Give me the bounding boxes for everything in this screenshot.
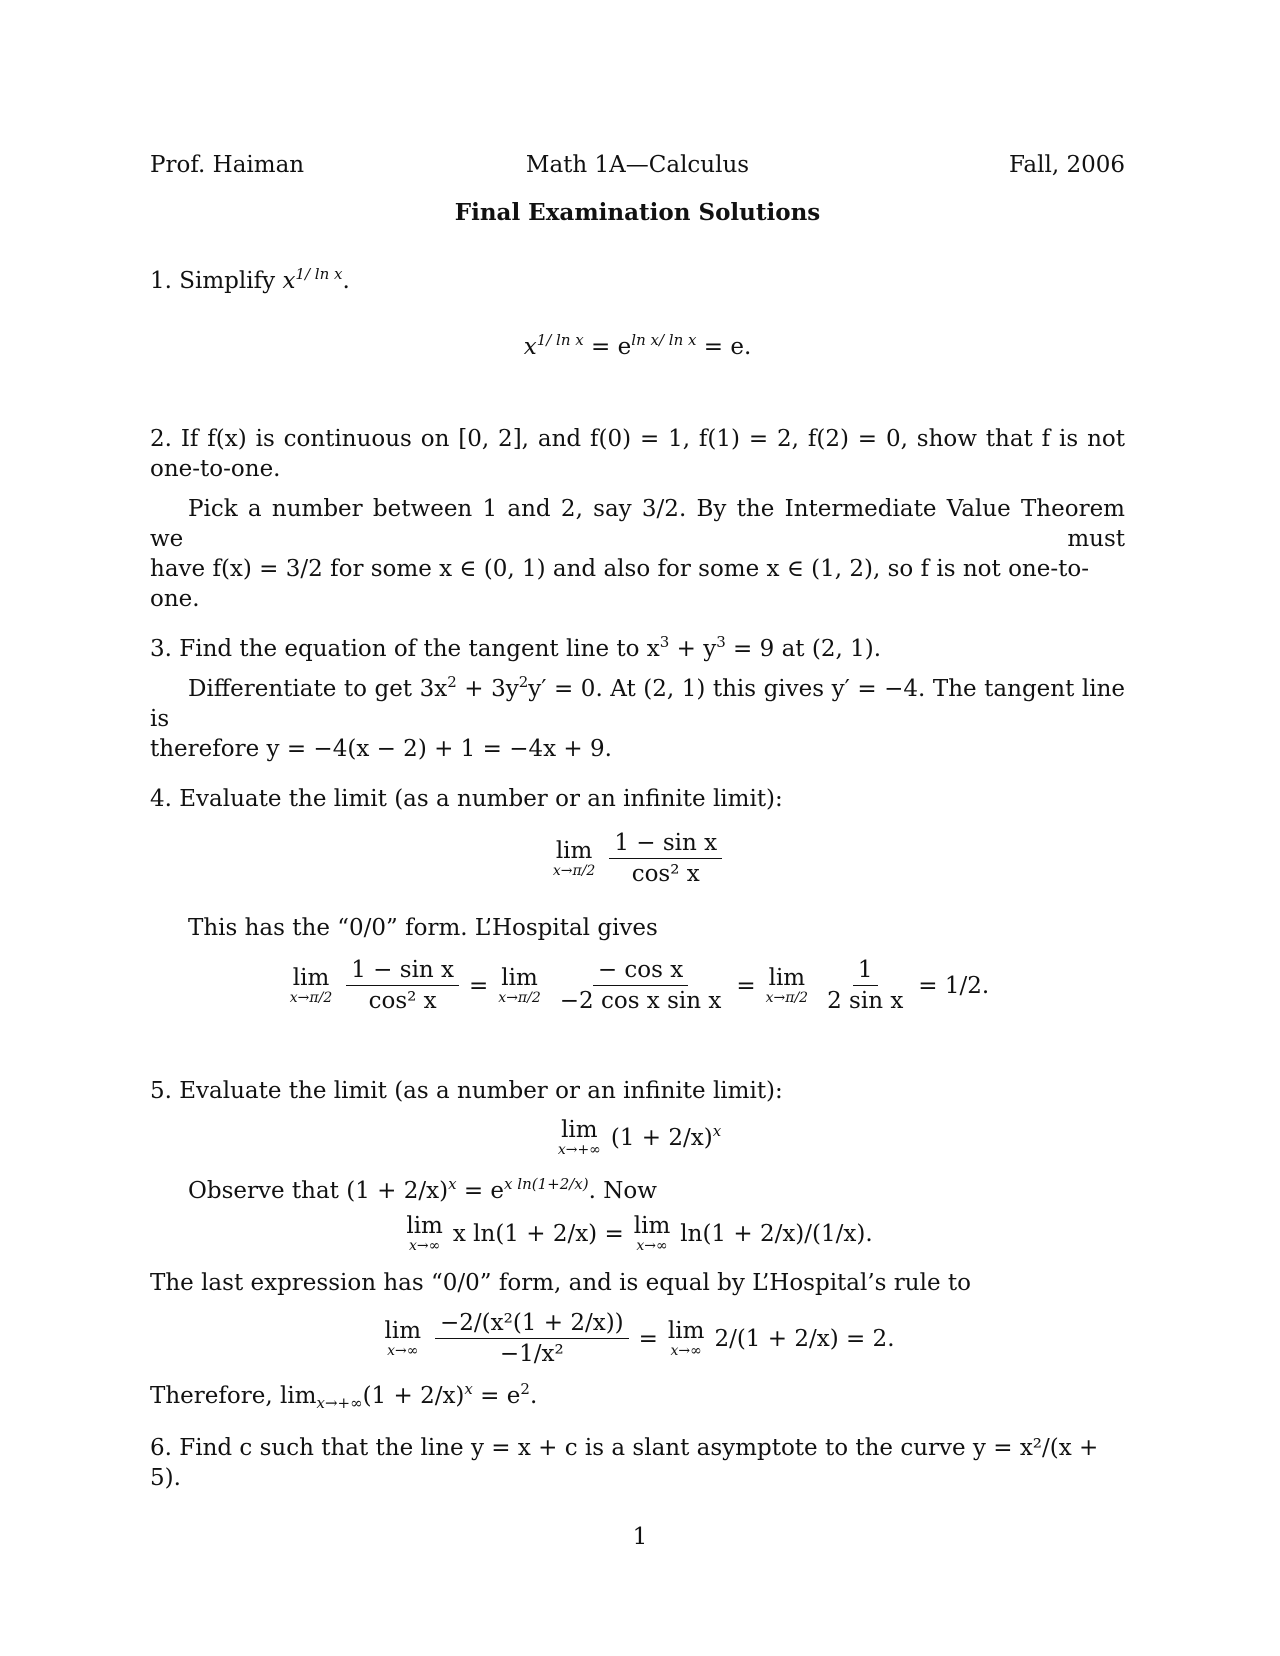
numerator: 1 xyxy=(853,955,878,986)
page-number: 1 xyxy=(632,1524,648,1550)
problem-5-therefore xyxy=(150,1381,1125,1411)
problem-3-sup-2: 3 xyxy=(716,633,726,651)
step-left: x ln(1 + 2/x) = xyxy=(452,1221,624,1247)
problem-4-solution xyxy=(150,955,1125,1016)
observe-post: . Now xyxy=(588,1178,657,1204)
limit-operator xyxy=(766,966,808,1006)
lim-word: lim xyxy=(406,1213,443,1239)
numerator: − cos x xyxy=(593,955,688,986)
fraction xyxy=(346,955,459,1016)
problem-5-observe xyxy=(150,1176,1125,1206)
therefore-dot: . xyxy=(529,1383,538,1409)
solution-2-line-1: Pick a number between 1 and 2, say 3/2. By the Intermediate Value Theorem we must xyxy=(150,496,1125,552)
observe-exp: x ln(1+2/x) xyxy=(504,1175,589,1193)
problem-3 xyxy=(150,634,1125,664)
lim-subscript: x→∞ xyxy=(636,1238,668,1254)
exam-title: Final Examination Solutions xyxy=(454,199,821,226)
expression: (1 + 2/x) xyxy=(610,1125,713,1151)
denominator: cos² x xyxy=(368,988,437,1014)
therefore-sub: x→+∞ xyxy=(316,1394,363,1412)
solution-3-pre: Differentiate to get 3x xyxy=(188,676,448,702)
lim-subscript: x→+∞ xyxy=(557,1142,601,1158)
problem-4-limit xyxy=(150,828,1125,889)
limit-operator xyxy=(406,1214,443,1254)
problem-1-exp: 1/ ln x xyxy=(295,265,343,283)
course-title: Math 1A—Calculus xyxy=(525,152,750,178)
result: = 1/2. xyxy=(918,972,990,999)
problem-1-dot: . xyxy=(342,268,350,294)
lim-subscript: x→∞ xyxy=(408,1238,441,1254)
fraction xyxy=(609,828,722,889)
denominator: −2 cos x sin x xyxy=(559,988,722,1014)
problem-3-mid: + y xyxy=(669,636,717,662)
solution-3-sup-1: 2 xyxy=(447,673,457,691)
problem-2-line-1: 2. If f(x) is continuous on [0, 2], and f(0) = 1, f(1) = 2, f(2) = 0, show that f is not xyxy=(150,426,1125,452)
problem-5: 5. Evaluate the limit (as a number or an infinite limit): xyxy=(150,1078,783,1104)
step-right: ln(1 + 2/x)/(1/x). xyxy=(680,1221,873,1247)
observe-mid: = e xyxy=(456,1178,505,1204)
lim-subscript: x→∞ xyxy=(387,1342,419,1359)
solution-1-exp: 1/ ln x xyxy=(536,331,584,349)
lhospital-result: 2/(1 + 2/x) = 2. xyxy=(714,1325,895,1352)
problem-5-limit xyxy=(150,1118,1125,1158)
denominator: cos² x xyxy=(631,861,700,887)
problem-4: 4. Evaluate the limit (as a number or an infinite limit): xyxy=(150,786,783,812)
problem-2 xyxy=(150,424,1125,484)
limit-operator xyxy=(634,1214,671,1254)
lim-word: lim xyxy=(384,1317,422,1344)
observe-pre: Observe that (1 + 2/x) xyxy=(188,1178,449,1204)
lim-subscript: x→π/2 xyxy=(498,989,541,1006)
limit-operator xyxy=(384,1319,421,1359)
problem-2-line-2: one-to-one. xyxy=(150,456,281,482)
fraction xyxy=(555,955,727,1016)
problem-1-solution xyxy=(150,332,1125,362)
solution-1-base: x xyxy=(523,334,537,360)
lim-subscript: x→∞ xyxy=(670,1342,702,1359)
numerator: 1 − sin x xyxy=(609,828,722,859)
lim-word: lim xyxy=(501,964,538,991)
problem-6: 6. Find c such that the line y = x + c is a slant asymptote to the curve y = x²/(x + 5). xyxy=(150,1435,1099,1491)
limit-operator xyxy=(553,839,595,879)
therefore-end: = e xyxy=(472,1383,521,1409)
therefore-sup: 2 xyxy=(520,1380,530,1398)
limit-operator xyxy=(290,966,332,1006)
lim-word: lim xyxy=(768,964,806,991)
limit-operator xyxy=(498,966,540,1006)
lim-word: lim xyxy=(292,964,330,991)
fraction xyxy=(435,1308,629,1369)
lim-word: lim xyxy=(667,1317,705,1344)
observe-exp-x: x xyxy=(448,1175,457,1193)
problem-5-last: The last expression has “0/0” form, and is equal by L’Hospital’s rule to xyxy=(150,1270,971,1296)
problem-5-step xyxy=(150,1214,1125,1254)
exponent: x xyxy=(712,1122,722,1140)
fraction xyxy=(822,955,908,1016)
denominator: −1/x² xyxy=(499,1341,564,1367)
solution-3-line-2: therefore y = −4(x − 2) + 1 = −4x + 9. xyxy=(150,736,612,762)
problem-4-intro: This has the “0/0” form. L’Hospital gives xyxy=(188,915,658,941)
therefore-mid: (1 + 2/x) xyxy=(362,1383,465,1409)
numerator: −2/(x²(1 + 2/x)) xyxy=(435,1308,629,1339)
problem-1-prefix: 1. Simplify xyxy=(150,268,283,294)
solution-1-mid: = e xyxy=(583,334,632,360)
lim-subscript: x→π/2 xyxy=(289,989,333,1006)
equals: = xyxy=(736,972,756,999)
header xyxy=(150,150,1125,184)
solution-1-end: = e. xyxy=(696,334,752,360)
solution-3-mid: + 3y xyxy=(456,676,519,702)
problem-1 xyxy=(150,266,1125,296)
solution-3-sup-2: 2 xyxy=(518,673,529,691)
solution-1-exp2: ln x/ ln x xyxy=(631,331,697,349)
limit-operator xyxy=(558,1118,601,1158)
problem-3-post: = 9 at (2, 1). xyxy=(725,636,881,662)
lim-word: lim xyxy=(555,837,593,864)
problem-5-lhospital xyxy=(150,1308,1125,1369)
solution-3-post: y′ = 0. At (2, 1) this gives y′ = −4. The tangent line is xyxy=(150,676,1125,732)
document-page xyxy=(150,150,1125,1493)
lim-subscript: x→π/2 xyxy=(765,989,809,1006)
problem-1-base: x xyxy=(282,268,296,294)
lim-subscript: x→π/2 xyxy=(552,862,596,879)
solution-3-line-1 xyxy=(150,674,1125,734)
equals: = xyxy=(638,1325,658,1352)
therefore-pre: Therefore, lim xyxy=(150,1383,317,1409)
denominator: 2 sin x xyxy=(827,988,904,1014)
solution-2-line-2: have f(x) = 3/2 for some x ∈ (0, 1) and also for some x ∈ (1, 2), so f is not one-to-one. xyxy=(150,556,1089,612)
problem-3-pre: 3. Find the equation of the tangent line to x xyxy=(150,636,660,662)
lim-word: lim xyxy=(633,1213,671,1239)
limit-operator xyxy=(668,1319,705,1359)
lim-word: lim xyxy=(561,1117,598,1143)
equals: = xyxy=(469,972,489,999)
numerator: 1 − sin x xyxy=(346,955,459,986)
therefore-exp: x xyxy=(464,1380,473,1398)
problem-2-solution xyxy=(150,494,1125,614)
instructor: Prof. Haiman xyxy=(150,152,305,178)
problem-3-solution xyxy=(150,674,1125,764)
term: Fall, 2006 xyxy=(1009,152,1125,178)
problem-3-sup-1: 3 xyxy=(659,633,670,651)
